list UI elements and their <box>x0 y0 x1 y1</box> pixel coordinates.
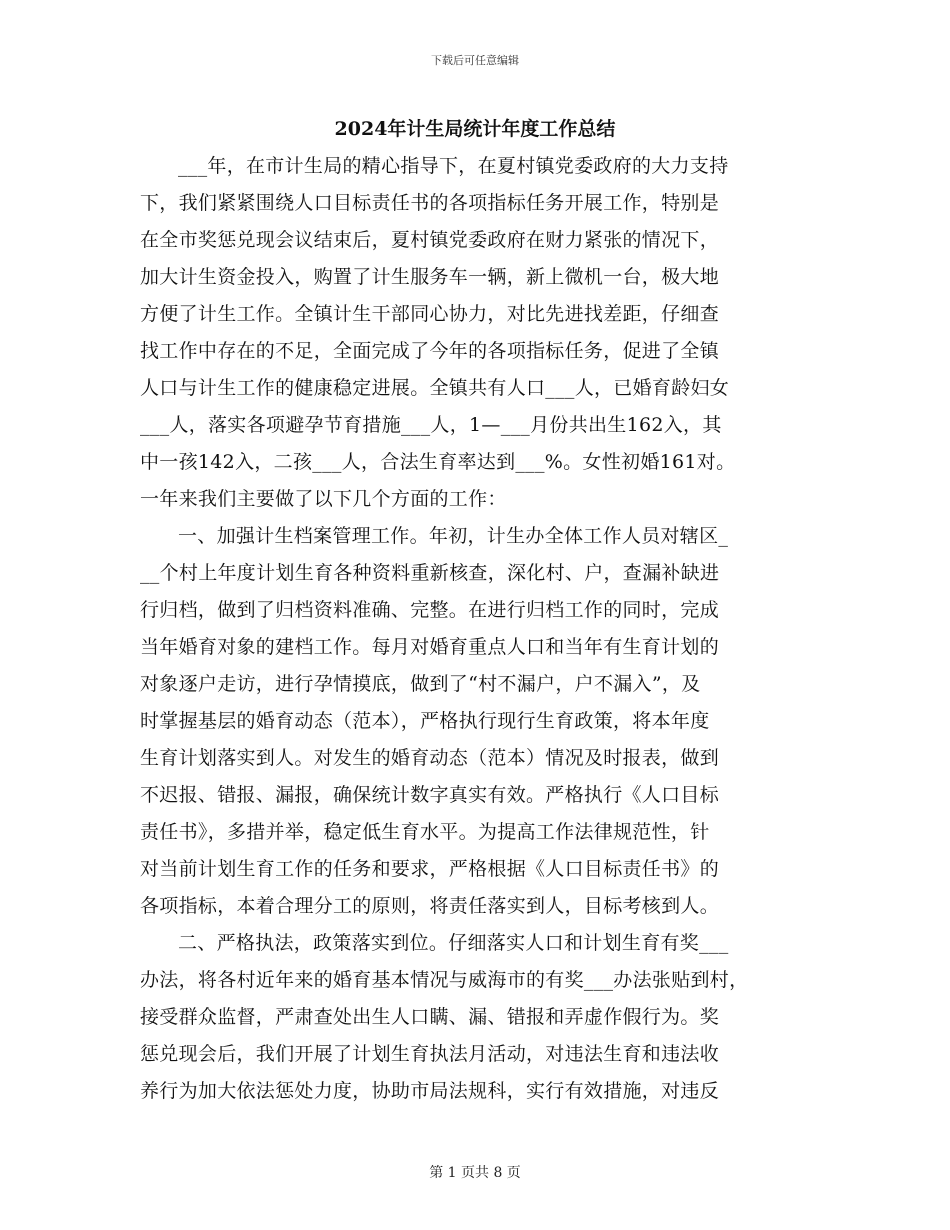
body-line: 行归档，做到了归档资料准确、完整。在进行归档工作的同时，完成 <box>140 599 720 621</box>
body-line: 一、加强计生档案管理工作。年初，计生办全体工作人员对辖区_ <box>178 525 729 547</box>
body-line: __个村上年度计划生育各种资料重新核查，深化村、户，查漏补缺进 <box>140 562 720 584</box>
body-line: 办法，将各村近年来的婚育基本情况与威海市的有奖___办法张贴到村， <box>140 969 749 991</box>
body-line: 在全市奖惩兑现会议结束后，夏村镇党委政府在财力紧张的情况下， <box>140 229 720 251</box>
body-line: 二、严格执法，政策落实到位。仔细落实人口和计划生育有奖___ <box>178 932 729 954</box>
body-line: 接受群众监督，严肃查处出生人口瞒、漏、错报和弄虚作假行为。奖 <box>140 1006 720 1028</box>
body-line: 一年来我们主要做了以下几个方面的工作： <box>140 488 507 510</box>
header-note: 下载后可任意编辑 <box>431 54 519 67</box>
body-line: 时掌握基层的婚育动态（范本），严格执行现行生育政策，将本年度 <box>140 710 710 732</box>
body-line: 中一孩142入，二孩___人，合法生育率达到___%。女性初婚161对。 <box>140 451 736 473</box>
body-line: 加大计生资金投入，购置了计生服务车一辆，新上微机一台，极大地 <box>140 266 720 288</box>
body-line: ___年，在市计生局的精心指导下，在夏村镇党委政府的大力支持 <box>178 155 729 177</box>
body-line: 惩兑现会后，我们开展了计划生育执法月活动，对违法生育和违法收 <box>140 1043 720 1065</box>
body-line: 下，我们紧紧围绕人口目标责任书的各项指标任务开展工作，特别是 <box>140 192 720 214</box>
body-line: 找工作中存在的不足，全面完成了今年的各项指标任务，促进了全镇 <box>140 340 720 362</box>
body-line: 养行为加大依法惩处力度，协助市局法规科，实行有效措施，对违反 <box>140 1080 720 1102</box>
body-line: 各项指标，本着合理分工的原则，将责任落实到人，目标考核到人。 <box>140 895 720 917</box>
body-line: 对当前计划生育工作的任务和要求，严格根据《人口目标责任书》的 <box>140 858 720 880</box>
body-line: ___人，落实各项避孕节育措施___人，1—___月份共出生162入，其 <box>140 414 722 436</box>
body-line: 责任书》，多措并举，稳定低生育水平。为提高工作法律规范性，针 <box>140 821 710 843</box>
body-line: 不迟报、错报、漏报，确保统计数字真实有效。严格执行《人口目标 <box>140 784 720 806</box>
document-title: 2024年计生局统计年度工作总结 <box>334 118 616 140</box>
page-number: 第 1 页共 8 页 <box>429 1165 521 1181</box>
body-line: 生育计划落实到人。对发生的婚育动态（范本）情况及时报表，做到 <box>140 747 720 769</box>
document-body <box>140 148 820 1110</box>
body-line: 对象逐户走访，进行孕情摸底，做到了“村不漏户，户不漏入”，及 <box>140 673 701 695</box>
body-line: 方便了计生工作。全镇计生干部同心协力，对比先进找差距，仔细查 <box>140 303 720 325</box>
body-line: 当年婚育对象的建档工作。每月对婚育重点人口和当年有生育计划的 <box>140 636 720 658</box>
body-line: 人口与计生工作的健康稳定进展。全镇共有人口___人，已婚育龄妇女 <box>140 377 730 399</box>
